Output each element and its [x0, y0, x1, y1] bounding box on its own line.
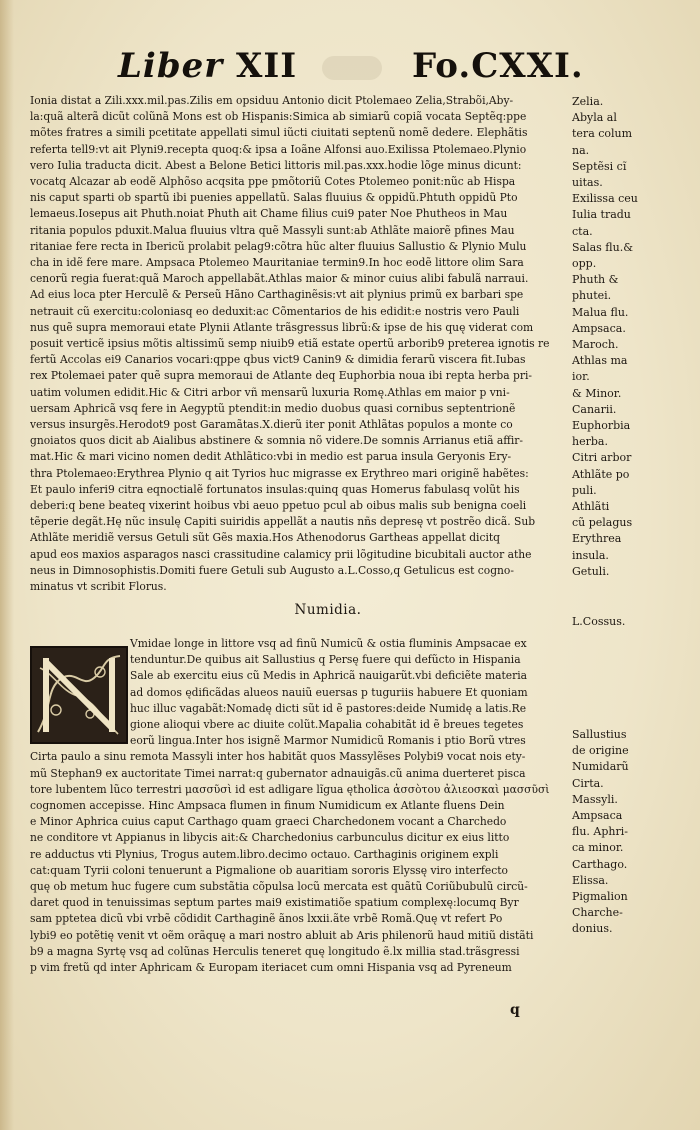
text-line: lybi9 eo potẽtię venit vt oẽm orãquę a mari nostro abluit ab Aris philenorũ haud mitiũ distãti: [30, 928, 534, 942]
text-line: nus quẽ supra memoraui etate Plynii Atlante trãsgressus librũ:& ipse de his quę viderat com: [30, 320, 534, 334]
text-line: mat.Hic & mari vicino nomen dedit Athlãtico:vbi in medio est parua insula Geryonis Ery-: [30, 450, 512, 464]
text-line: ritania populos pduxit.Malua fluuius vltra quẽ Massyli sunt:ab Athlãte maiorẽ pfines Mau: [30, 223, 515, 237]
text-line: fertũ Accolas ei9 Canarios vocari:qppe qbus vict9 Canin9 & dimidia ferarũ viscera fit.Iubas: [30, 353, 526, 367]
text-line: e Minor Aphrica cuius caput Carthago quam graeci Charchedonem vocant a Charchedo: [30, 815, 507, 829]
text-line: vero Iulia traducta dicit. Abest a Belone Betici littoris mil.pas.xxx.hodie lõge minus dicunt:: [30, 158, 522, 172]
text-line: ad domos ędificãdas alueos nauiũ euersas p tuguriis habuere Et quoniam: [130, 685, 528, 699]
margin-note: Citri arbor: [572, 451, 632, 465]
text-line: thra Ptolemaeo:Erythrea Plynio q ait Tyrios huc migrasse ex Erythreo mari originẽ habẽtes:: [30, 466, 529, 480]
text-line: apud eos maxios asparagos nasci crassitudine calamicy prii lõgitudine bicubitali auctor athe: [30, 547, 532, 561]
text-line: cat:quam Tyrii coloni tenuerunt a Pigmalione ob auaritiam sororis Elyssę viro interfecto: [30, 863, 508, 877]
margin-notes-bottom: [572, 727, 682, 938]
text-line: minatus vt scribit Florus.: [30, 580, 167, 594]
margin-note: Ampsaca.: [572, 321, 626, 335]
margin-note: Abyla al: [572, 111, 617, 125]
margin-note: Numidarũ: [572, 760, 629, 774]
text-line: re adductus vti Plynius, Trogus autem.libro.decimo octauo. Carthaginis originem expli: [30, 847, 499, 861]
margin-note: flu. Aphri-: [572, 825, 628, 839]
text-line: gnoiatos quos dicit ab Aialibus abstinere & somnia nõ videre.De somnis Arrianus etiã affir-: [30, 434, 523, 448]
text-line: p vim fretũ qd inter Aphricam & Europam iteriacet cum omni Hispania vsq ad Pyreneum: [30, 961, 512, 975]
text-line: Cirta paulo a sinu remota Massyli inter hos habitãt quos Massylẽses Polybi9 vocat nois ety-: [30, 750, 526, 764]
margin-note: Athlãti: [572, 500, 610, 514]
text-line: deberi:q bene beateq vixerint hoibus vbi aeuo ppetuo pcul ab oibus malis sub benigna coeli: [30, 499, 527, 513]
margin-note: & Minor.: [572, 386, 622, 400]
text-line: ne conditore vt Appianus in libycis ait:& Charchedonius carbunculus dicitur ex eius litto: [30, 831, 510, 845]
text-line: cha in idẽ fere mare. Ampsaca Ptolemeo Mauritaniae termin9.In hoc eodẽ littore olim Sara: [30, 256, 524, 270]
margin-note: Carthago.: [572, 857, 628, 871]
text-line: nis caput sparti ob spartũ ibi puenies appellatũ. Salas fluuius & oppidũ.Phtuth oppidũ Pto: [30, 191, 518, 205]
margin-note: herba.: [572, 435, 608, 449]
text-line: quę ob metum huc fugere cum substãtia cõpulsa locũ mercata est quãtũ Coriũbubulũ circũ-: [30, 880, 528, 894]
text-line: posuit verticẽ ipsius mõtis altissimũ semp niuib9 etiã estate opertũ arborib9 preterea ignotis re: [30, 337, 550, 351]
margin-note: Sallustius: [572, 728, 627, 741]
text-line: cenorũ regia fuerat:quã Maroch appellabãt.Athlas maior & minor cuius alibi fabulã narraui.: [30, 272, 529, 286]
margin-note: Erythrea: [572, 532, 622, 546]
text-line: tenduntur.De quibus ait Sallustius q Persę fuere qui defũcto in Hispania: [130, 653, 521, 667]
text-line: cognomen accepisse. Hinc Ampsaca flumen in finum Numidicum ex Atlante fluens Dein: [30, 799, 505, 813]
margin-note: Pigmalion: [572, 890, 628, 904]
text-line: lemaeus.Iosepus ait Phuth.noiat Phuth ait Chame filius cui9 pater Noe Phutheos in Mau: [30, 207, 508, 221]
margin-note: tera colum: [572, 127, 633, 141]
text-line: sam pptetea dicũ vbi vrbẽ cõdidit Carthaginẽ ãnos lxxii.ãte vrbẽ Romã.Quę vt refert Po: [30, 912, 503, 926]
text-line: Sale ab exercitu eius cũ Medis in Aphricã nauigarũt.vbi deficiẽte materia: [130, 669, 528, 683]
margin-note: Iulia tradu: [572, 208, 631, 222]
text-line: referta tell9:vt ait Plyni9.recepta quoq:& ipsa a Ioãne Alfonsi auo.Exilissa Ptolemaeo.Plynio: [30, 142, 527, 156]
margin-note: Septẽsi cĩ: [572, 159, 627, 173]
margin-note: Athlãte po: [572, 467, 630, 481]
text-line: Ionia distat a Zili.xxx.mil.pas.Zilis em opsiduu Antonio dicit Ptolemaeo Zelia,Strabõi,Aby-: [30, 94, 514, 107]
text-line: mõtes fratres a simili pcetitate appellati simul iũcti ciuitati septenũ nomẽ dedere. Elephãtis: [30, 126, 528, 140]
main-text-bottom: [30, 636, 568, 976]
margin-note: Exilissa ceu: [572, 192, 638, 206]
margin-note: donius.: [572, 922, 613, 936]
margin-note: de origine: [572, 744, 629, 758]
margin-note: insula.: [572, 548, 609, 562]
margin-note: Phuth &: [572, 273, 619, 287]
margin-note: L.Cossus.: [572, 615, 626, 628]
faint-stamp-mark: [322, 56, 382, 80]
margin-note: Ampsaca: [572, 809, 623, 823]
text-line: rex Ptolemaei pater quẽ supra memoraui de Atlante deq Euphorbia noua ibi repta herba pri-: [30, 369, 533, 383]
text-line: gione alioqui vbere ac diuite colũt.Mapalia cohabitãt id ẽ breues tegetes: [130, 718, 524, 732]
margin-note: cũ pelagus: [572, 516, 633, 530]
margin-note: cta.: [572, 224, 593, 238]
section-title: Numidia.: [294, 602, 362, 618]
signature-mark: q: [510, 1002, 520, 1018]
header-liber: Liber: [118, 46, 224, 86]
margin-note: Salas flu.&: [572, 240, 634, 254]
text-line: neus in Dimnosophistis.Domiti fuere Getuli sub Augusto a.L.Cosso,q Getulicus est cogno-: [30, 563, 514, 577]
margin-note: Canarii.: [572, 402, 617, 416]
main-text-top: [30, 93, 568, 595]
text-line: versus insurgẽs.Herodot9 post Garamãtas.X.dierũ iter ponit Athlãtas populos a monte co: [30, 418, 513, 432]
margin-note: phutei.: [572, 289, 612, 303]
text-line: Athlãte meridiẽ versus Getuli sũt Gẽs maxia.Hos Athenodorus Gartheas appellat dicitq: [30, 531, 500, 545]
margin-note: Getuli.: [572, 564, 610, 578]
margin-note: uitas.: [572, 176, 603, 190]
text-line: ritaniae fere recta in Ibericũ prolabit pelag9:cõtra hũc alter fluuius Sallustio & Plynio Mulu: [30, 239, 527, 253]
margin-note: Maroch.: [572, 338, 619, 352]
margin-note: Athlas ma: [572, 354, 628, 368]
margin-note: Elissa.: [572, 873, 609, 887]
text-line: mũ Stephan9 ex auctoritate Timei narrat:q gubernator adnauigãs.cũ anima duerteret pisca: [30, 766, 526, 780]
margin-note: puli.: [572, 483, 597, 497]
text-line: daret quod in tenuissimas septum partes mai9 existimatiõe spatium complexę:locumq Byr: [30, 896, 519, 910]
margin-note: ca minor.: [572, 841, 624, 855]
margin-note: ior.: [572, 370, 590, 384]
margin-note: Massyli.: [572, 792, 618, 806]
margin-note: na.: [572, 143, 590, 157]
text-line: netrauit cũ exercitu:coloniasq eo deduxit:ac Cõmentarios de his edidit:e nostris vero Pauli: [30, 304, 520, 318]
text-line: eorũ lingua.Inter hos isignẽ Marmor Numidicũ Romanis i ptio Borũ vtres: [130, 734, 526, 748]
text-line: huc illuc vagabãt:Nomadę dicti sũt id ẽ pastores:deide Numidę a latis.Re: [130, 701, 527, 715]
margin-note: Euphorbia: [572, 419, 631, 433]
text-line: vocatq Alcazar ab eodẽ Alphõso acqsita ppe pmõtoriũ Cotes Ptolemeo ponit:nũc ab Hispa: [30, 175, 516, 189]
margin-note: Malua flu.: [572, 305, 629, 319]
text-line: uersam Aphricã vsq fere in Aegyptũ ptendit:in medio duobus quasi cornibus septentrionẽ: [30, 401, 516, 415]
margin-note: opp.: [572, 257, 597, 271]
text-line: uatim volumen edidit.Hic & Citri arbor vñ mensarũ luxuria Romę.Athlas em maior p vni-: [30, 385, 510, 399]
header-book-number: XII: [236, 46, 298, 86]
margin-notes-top: [572, 94, 682, 580]
page-edge-shadow: [0, 0, 14, 1130]
text-line: Et paulo inferi9 citra eqnoctialẽ fortunatos insulas:quinq quas Homerus fabulasq volũt his: [30, 482, 520, 496]
margin-notes-mid: [572, 614, 682, 630]
text-line: tore lubentem lũco terrestri μασσῦσὶ id est adligare lĩgua ętholica ἀσσὸτου ἀλιεοσκαὶ μασσῦσὶ: [30, 782, 550, 796]
text-line: la:quã alterã dicũt colũnã Mons est ob Hispanis:Simica ab simiarũ copiã vocata Septẽq:ppe: [30, 110, 527, 124]
text-line: Ad eius loca pter Herculẽ & Perseũ Hãno Carthaginẽsis:vt ait plynius primũ ex barbari spe: [30, 288, 524, 302]
header-folio: Fo.CXXI.: [412, 46, 584, 86]
text-line: b9 a magna Syrtę vsq ad colũnas Herculis teneret quę longitudo ẽ.lx millia stad.trãsgressi: [30, 944, 520, 958]
text-line: Vmidae longe in littore vsq ad finũ Numicũ & ostia fluminis Ampsacae ex: [130, 637, 527, 650]
margin-note: Zelia.: [572, 95, 604, 108]
text-line: tẽperie degãt.Hę nũc insulę Capiti suiridis appellãt a nautis nñs depresę vt postrẽo dicã. Sub: [30, 515, 536, 529]
margin-note: Cirta.: [572, 776, 604, 790]
margin-note: Charche-: [572, 906, 623, 920]
